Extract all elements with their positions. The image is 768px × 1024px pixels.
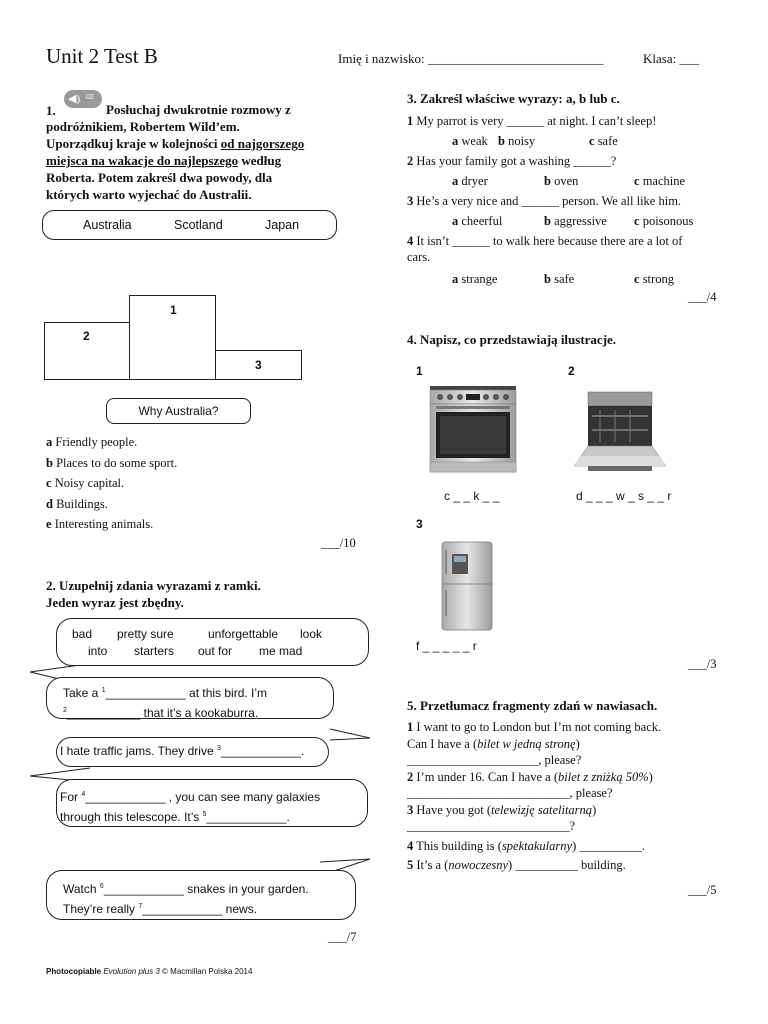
ex1-instructions: Posłuchaj dwukrotnie rozmowy z podróżnikiem, Robertem Wild’em. Uporządkuj kraje w kolejności od najgorszego miejsca na wakacje do najlepszego według Roberta. Potem zakreśl dwa powody, dla których warto wyjechać do Australii. [46, 102, 305, 202]
ex3-q3-a[interactable]: a cheerful [452, 214, 503, 228]
ex3-title: 3. Zakreśl właściwe wyrazy: a, b lub c. [407, 91, 620, 106]
sentence-bubble-2 [56, 737, 329, 767]
gap-5[interactable]: through this telescope. It’s $^5$____________. [60, 810, 290, 824]
ex3-q1-a[interactable]: a weak [452, 134, 488, 148]
ex2-score[interactable]: ___/7 [328, 930, 357, 944]
word-out-for[interactable]: out for [198, 644, 233, 658]
gap-2[interactable]: $^2$___________ that it’s a kookaburra. [63, 706, 259, 720]
ex4-num-1: 1 [416, 364, 423, 378]
ex3-q2: 2 Has your family got a washing ______? [407, 154, 617, 168]
ex1-score[interactable]: ___/10 [321, 536, 356, 550]
ex5-q1[interactable]: 1 I want to go to London but I’m not coming back. Can I have a (bilet w jedną stronę) _____________________, please? [407, 720, 662, 767]
dishwasher-image [570, 386, 675, 476]
country-japan[interactable]: Japan [265, 218, 300, 232]
ex5-title: 5. Przetłumacz fragmenty zdań w nawiasach. [407, 698, 658, 713]
gap-7[interactable]: They’re really $^7$____________ news. [63, 902, 258, 916]
footer-copyright: Photocopiable Evolution plus 3 © Macmillan Polska 2014 [46, 967, 253, 976]
word-look[interactable]: look [300, 627, 323, 641]
ex3-q3-b[interactable]: b aggressive [544, 214, 607, 228]
country-australia[interactable]: Australia [83, 218, 132, 232]
ex4-score[interactable]: ___/3 [688, 657, 717, 671]
page-title: Unit 2 Test B [46, 44, 158, 68]
ex4-title: 4. Napisz, co przedstawiają ilustracje. [407, 332, 617, 347]
why-australia-label: Why Australia? [106, 398, 251, 424]
hint-fridge[interactable]: f _ _ _ _ _ r [416, 639, 477, 653]
ex2-title: 2. Uzupełnij zdania wyrazami z ramki. Jeden wyraz jest zbędny. [46, 578, 261, 610]
option-c[interactable]: c Noisy capital. [46, 476, 125, 490]
class-field-label[interactable]: Klasa: ___ [643, 51, 699, 66]
ex3-q2-c[interactable]: c machine [634, 174, 686, 188]
ex5-q2[interactable]: 2 I’m under 16. Can I have a (bilet z zniżką 50%) __________________________, please? [407, 769, 653, 800]
option-a[interactable]: a Friendly people. [46, 435, 138, 449]
ex5-items [407, 719, 737, 874]
option-b[interactable]: b Places to do some sport. [46, 455, 178, 470]
country-scotland[interactable]: Scotland [174, 218, 223, 232]
name-field-label[interactable]: Imię i nazwisko: ___________________________ [338, 51, 604, 66]
ex3-q1-b[interactable]: b noisy [498, 134, 536, 148]
option-d[interactable]: d Buildings. [46, 496, 108, 511]
gap-3[interactable]: I hate traffic jams. They drive $^3$____________. [60, 744, 305, 758]
podium-third[interactable]: 3 [215, 350, 302, 380]
word-unforgettable[interactable]: unforgettable [208, 627, 279, 641]
ex1-number: 1. [46, 103, 56, 118]
gap-6[interactable]: Watch $^6$____________ snakes in your garden. [63, 882, 309, 896]
ex3-q4-b[interactable]: b safe [544, 272, 575, 286]
ex5-q5[interactable]: 5 It’s a (nowoczesny) __________ building. [407, 858, 626, 872]
word-into[interactable]: into [88, 644, 108, 658]
ex5-score[interactable]: ___/5 [688, 883, 717, 897]
word-me-mad[interactable]: me mad [259, 644, 303, 658]
ex3-q4-a[interactable]: a strange [452, 272, 498, 286]
ex3-q4-c[interactable]: c strong [634, 272, 674, 286]
word-starters[interactable]: starters [134, 644, 175, 658]
ex3-q2-a[interactable]: a dryer [452, 174, 488, 188]
audio-track-number: 02 [86, 94, 94, 101]
ex3-q4: 4 It isn’t ______ to walk here because there are a lot of cars. [407, 234, 683, 264]
speaker-icon: ◀) [68, 93, 81, 105]
gap-1[interactable]: Take a $^1$____________ at this bird. I’m [63, 686, 268, 700]
ex4-num-2: 2 [568, 364, 575, 378]
hint-dishwasher[interactable]: d _ _ _ w _ s _ _ r [576, 489, 672, 503]
ex3-q3-c[interactable]: c poisonous [634, 214, 694, 228]
ex5-q4[interactable]: 4 This building is (spektakularny) __________. [407, 838, 645, 853]
ex5-q3[interactable]: 3 Have you got (telewizję satelitarną) __________________________? [407, 802, 597, 833]
word-bad[interactable]: bad [72, 627, 93, 641]
ex3-q1: 1 My parrot is very ______ at night. I can’t sleep! [407, 114, 657, 128]
podium-first[interactable]: 1 [129, 295, 216, 380]
ex3-q2-b[interactable]: b oven [544, 174, 579, 188]
ex3-q1-c[interactable]: c safe [589, 134, 618, 148]
fridge-image [436, 540, 498, 632]
ex3-q3: 3 He’s a very nice and ______ person. We all like him. [407, 194, 682, 208]
podium-second[interactable]: 2 [44, 322, 130, 380]
word-pretty-sure[interactable]: pretty sure [117, 627, 174, 641]
cooker-image [426, 384, 520, 476]
ex3-items [407, 111, 737, 289]
word-box [56, 618, 369, 666]
sentence-bubble-1 [46, 677, 334, 719]
sentence-bubble-4 [46, 870, 356, 920]
hint-cooker[interactable]: c _ _ k _ _ [444, 489, 500, 503]
option-e[interactable]: e Interesting animals. [46, 517, 154, 531]
sentence-bubble-3 [56, 779, 368, 827]
gap-4[interactable]: For $^4$____________ , you can see many galaxies [60, 790, 321, 804]
ex4-num-3: 3 [416, 517, 423, 531]
ex3-score[interactable]: ___/4 [688, 290, 717, 304]
